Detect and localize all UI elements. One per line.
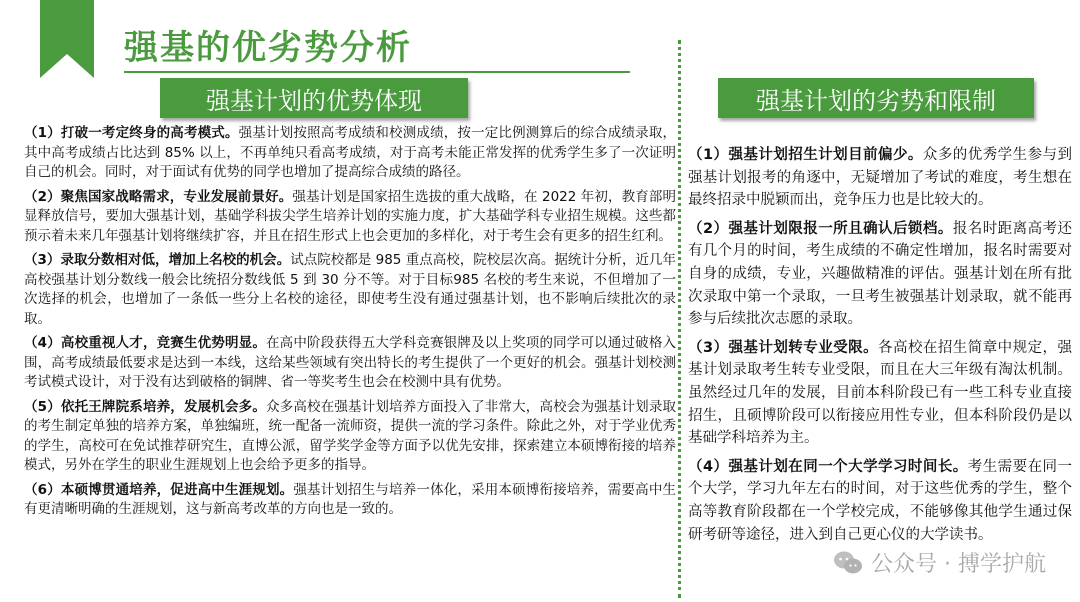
advantage-item [24, 481, 676, 520]
advantage-item [24, 398, 676, 476]
advantage-item [24, 188, 676, 247]
disadvantage-text: 众多的优秀学生参与到强基计划报考的角逐中，无疑增加了考试的难度，考生想在最终招录中脱颖而出，竞争压力也是比较大的。 [688, 147, 1072, 209]
advantage-text: 强基计划是国家招生选拔的重大战略，在 2022 年初，教育部明显释放信号，要加大强基计划，基础学科拔尖学生培养计划的实施力度，扩大基础学科专业招生规模。这些都预示着未来几年强基计划将继续扩容，并且在招生形式上也会更加的多样化，对于考生会有更多的招生红利。 [24, 188, 676, 244]
advantages-list [24, 124, 676, 525]
disadvantage-text: 考生需要在同一个大学，学习九年左右的时间，对于这些优秀的学生，整个高等教育阶段都在一个学校完成，不能够像其他学生通过保研考研等途径，进入到自己更心仪的大学读书。 [688, 458, 1073, 543]
advantage-lead: （3）录取分数相对低，增加上名校的机会。 [24, 252, 291, 268]
advantages-heading: 强基计划的优势体现 [160, 78, 468, 118]
advantage-lead: （2）聚焦国家战略需求，专业发展前景好。 [24, 188, 293, 205]
disadvantages-list [688, 144, 1072, 552]
advantage-text: 众多高校在强基计划培养方面投入了非常大，高校会为强基计划录取的考生制定单独的培养方案，单独编班，统一配备一流师资，提供一流的学习条件。除此之外，对于学业优秀的学生，高校可在免试推荐研究生，直博公派，留学奖学金等方面予以优先安排，探索建立本硕博衔接的培养模式，另外在学生的职业生涯规划上也会给予更多的指导。 [24, 398, 676, 473]
disadvantage-lead: （1）强基计划招生计划目前偏少。 [688, 147, 923, 163]
disadvantage-text: 报名时距离高考还有几个月的时间，考生成绩的不确定性增加，报名时需要对自身的成绩，专业，兴趣做精准的评估。强基计划在所有批次录取中第一个录取，一旦考生被强基计划录取，就不能再参与后续批次志愿的录取。 [688, 220, 1073, 328]
advantage-text: 强基计划按照高考成绩和校测成绩，按一定比例测算后的综合成绩录取，其中高考成绩占比达到 85% 以上，不再单纯只看高考成绩，对于高考未能正常发挥的优秀学生多了一次证明自己的机会。同时，对于面试有优势的同学也增加了提高综合成绩的路径。 [24, 125, 676, 180]
advantage-item [24, 334, 676, 393]
disadvantage-lead: （4）强基计划在同一个大学学习时间长。 [688, 458, 968, 475]
advantage-text: 强基计划招生与培养一体化，采用本硕博衔接培养，需要高中生有更清晰明确的生涯规划，这与新高考改革的方向也是一致的。 [24, 481, 676, 517]
disadvantage-item [688, 144, 1072, 212]
disadvantage-lead: （3）强基计划转专业受限。 [688, 339, 879, 356]
title-underline [124, 71, 630, 73]
disadvantages-heading: 强基计划的劣势和限制 [718, 78, 1034, 118]
bookmark-ribbon-icon [40, 0, 94, 78]
advantage-lead: （6）本硕博贯通培养，促进高中生涯规划。 [24, 481, 294, 498]
column-divider [678, 40, 681, 598]
disadvantage-item [688, 218, 1072, 331]
wechat-icon [833, 550, 863, 576]
advantage-text: 在高中阶段获得五大学科竞赛银牌及以上奖项的同学可以通过破格入围，高考成绩最低要求是达到一本线，这给某些领域有突出特长的考生提供了一个更好的机会。强基计划校测考试模式设计，对于没有达到破格的铜牌、省一等奖考生也会在校测中具有优势。 [24, 335, 676, 390]
watermark-text: 公众号 · 搏学护航 [871, 552, 1046, 577]
page-title: 强基的优劣势分析 [124, 28, 412, 68]
advantage-item [24, 251, 676, 329]
disadvantage-text: 各高校在招生简章中规定，强基计划录取考生转专业受限，而且在大三年级有淘汰机制。虽然经过几年的发展，目前本科阶段已有一些工科专业直接招生，且硕博阶段可以衔接应用性专业，但本科阶段仍是以基础学科培养为主。 [688, 339, 1073, 447]
advantage-item [24, 124, 676, 183]
advantage-lead: （5）依托王牌院系培养，发展机会多。 [24, 398, 266, 415]
advantage-lead: （1）打破一考定终身的高考模式。 [24, 125, 239, 141]
disadvantage-lead: （2）强基计划限报一所且确认后锁档。 [688, 220, 953, 237]
advantage-lead: （4）高校重视人才，竞赛生优势明显。 [24, 335, 266, 351]
watermark [833, 547, 1046, 578]
advantage-text: 试点院校都是 985 重点高校，院校层次高。据统计分析，近几年高校强基计划分数线一般会比统招分数线低 5 到 30 分不等。对于目标985 名校的考生来说，不但增加了一次选择的机会，也增加了一条低一些分上名校的途径，即使考生没有通过强基计划，也不影响后续批次的录取。 [24, 252, 676, 327]
disadvantage-item [688, 456, 1072, 546]
disadvantage-item [688, 337, 1072, 450]
